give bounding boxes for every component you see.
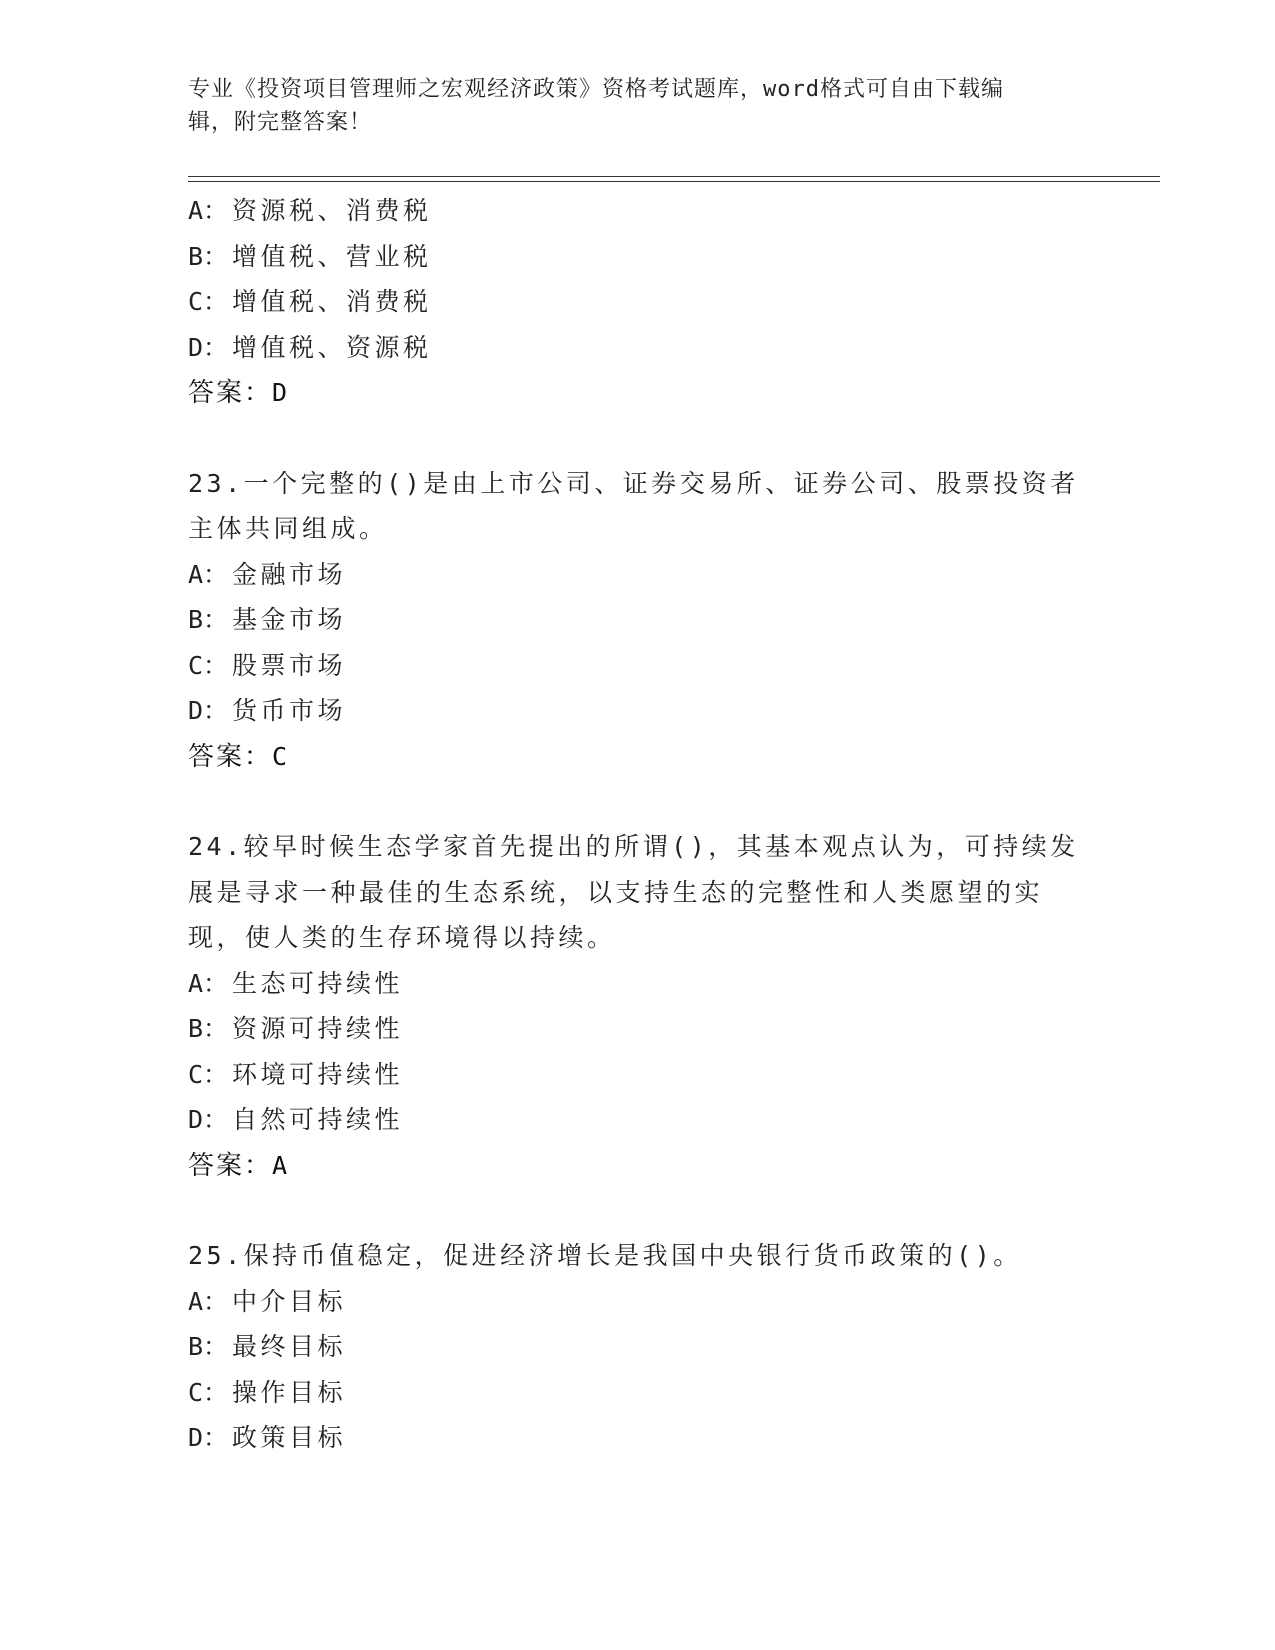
option-d: D： 政策目标 xyxy=(188,1423,347,1452)
option-d: D： 自然可持续性 xyxy=(188,1105,404,1134)
option-b: B： 资源可持续性 xyxy=(188,1014,404,1043)
document-header xyxy=(188,73,1088,139)
header-line-1: 专业《投资项目管理师之宏观经济政策》资格考试题库，word格式可自由下载编 xyxy=(188,77,1004,102)
option-b: B： 最终目标 xyxy=(188,1332,347,1361)
option-a: A： 金融市场 xyxy=(188,559,347,589)
answer-line: 答案：D xyxy=(188,378,290,408)
question-22-continued xyxy=(188,188,1088,416)
question-stem-line: 24.较早时候生态学家首先提出的所谓()，其基本观点认为，可持续发 xyxy=(188,832,1079,861)
option-b: B： 基金市场 xyxy=(188,605,347,634)
option-a: A： 中介目标 xyxy=(188,1286,347,1316)
spacer xyxy=(188,1188,1088,1233)
spacer xyxy=(188,779,1088,824)
option-c: C： 增值税、消费税 xyxy=(188,287,432,316)
question-stem-line: 25.保持币值稳定，促进经济增长是我国中央银行货币政策的()。 xyxy=(188,1241,1022,1270)
question-list xyxy=(188,188,1088,1461)
option-b: B： 增值税、营业税 xyxy=(188,241,432,271)
header-divider-bottom xyxy=(188,181,1160,182)
answer-line: 答案：C xyxy=(188,741,290,772)
option-a: A： 资源税、消费税 xyxy=(188,196,432,225)
option-c: C： 操作目标 xyxy=(188,1377,347,1407)
question-stem-line: 展是寻求一种最佳的生态系统，以支持生态的完整性和人类愿望的实 xyxy=(188,877,1044,907)
option-c: C： 环境可持续性 xyxy=(188,1059,404,1089)
question-23 xyxy=(188,461,1088,780)
question-25 xyxy=(188,1233,1088,1461)
spacer xyxy=(188,416,1088,461)
answer-line: 答案：A xyxy=(188,1150,290,1181)
option-c: C： 股票市场 xyxy=(188,650,347,680)
header-divider-top xyxy=(188,176,1160,177)
question-stem-line: 现，使人类的生存环境得以持续。 xyxy=(188,923,616,952)
option-d: D： 增值税、资源税 xyxy=(188,332,432,362)
header-line-2: 辑，附完整答案！ xyxy=(188,110,373,135)
option-a: A： 生态可持续性 xyxy=(188,968,404,998)
question-stem-line: 主体共同组成。 xyxy=(188,514,388,543)
question-stem-line: 23.一个完整的()是由上市公司、证券交易所、证券公司、股票投资者 xyxy=(188,468,1079,498)
option-d: D： 货币市场 xyxy=(188,696,347,725)
question-24 xyxy=(188,824,1088,1188)
